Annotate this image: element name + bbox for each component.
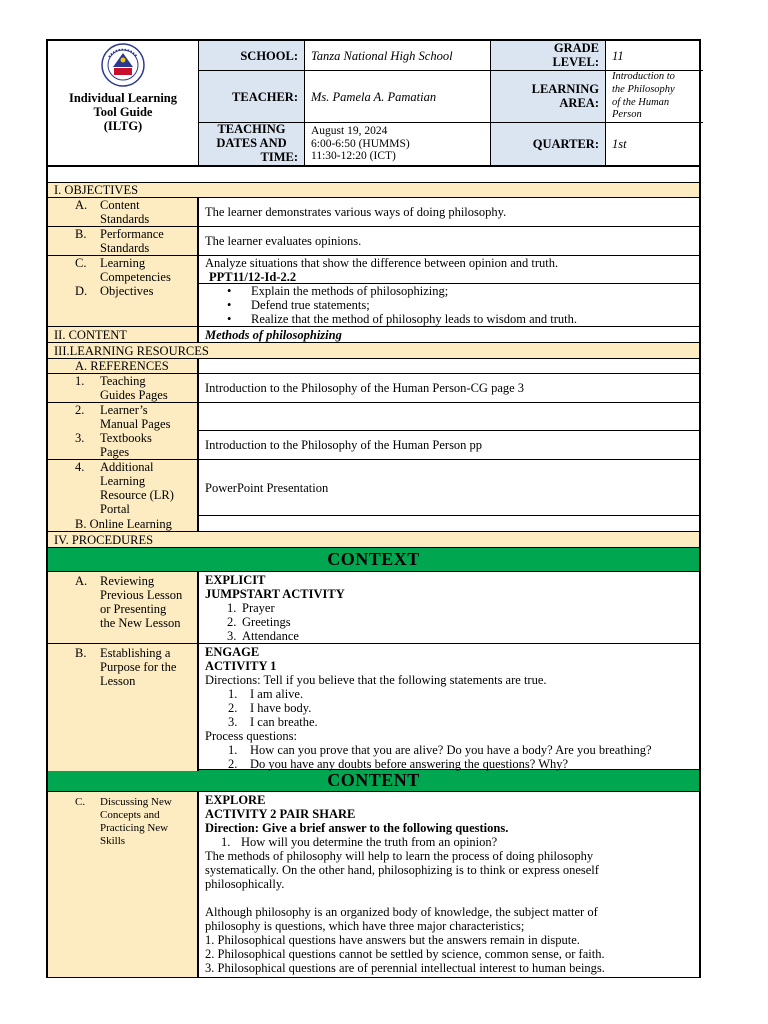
dates-label: TEACHING DATES AND TIME: (199, 123, 304, 165)
list-item: 2. Do you have any doubts before answering the questions? Why? (228, 757, 569, 771)
area-value: Introduction to the Philosophy of the Human Person (606, 71, 703, 123)
purpose-row (48, 644, 699, 770)
lr-portal-text: PowerPoint Presentation (205, 481, 329, 495)
list-item: 1. How can you prove that you are alive? Do you have a body? Are you breathing? (228, 743, 652, 757)
references-row (48, 359, 699, 374)
content-standards-row (48, 198, 699, 227)
references-heading: A. REFERENCES (48, 359, 199, 373)
teacher-label: TEACHER: (199, 71, 304, 123)
lr-portal-row (48, 460, 699, 516)
deped-seal-icon (101, 43, 145, 87)
value-column-1 (305, 41, 491, 165)
value-column-2 (606, 41, 703, 165)
lesson-body-table (46, 167, 701, 978)
grade-value: 11 (606, 41, 703, 71)
list-item: 2. Greetings (227, 615, 291, 629)
dates-value: August 19, 2024 6:00-6:50 (HUMMS) 11:30-12:20 (ICT) (311, 125, 410, 163)
performance-standards-row (48, 227, 699, 256)
list-item: 1. Prayer (227, 601, 275, 615)
resources-heading: III.LEARNING RESOURCES (48, 343, 699, 359)
textbook-pages-label: 3. Textbooks Pages (48, 431, 199, 459)
content-standards-text: The learner demonstrates various ways of doing philosophy. (205, 205, 507, 219)
online-learning-row (48, 516, 699, 532)
discuss-content: EXPLORE ACTIVITY 2 PAIR SHARE Direction: Give a brief answer to the following questions. 1. How will you determine the truth from an opinion? The methods of philosophy will help to learn the process of doing philosophy systematically. On the other hand, philosophizing is to think or express oneself philosophically. Although philosophy is an organized body of knowledge, the subject matter of philosophy is questions, which have three major characteristics; 1. Philosophical questions have answers but the answers remain in dispute. 2. Philosophical questions cannot be settled by science, common sense, or faith. 3. Philosophical questions are of perennial intellectual interest to human beings. (199, 792, 699, 977)
quarter-label: QUARTER: (491, 123, 605, 165)
purpose-label: B. Establishing a Purpose for the Lesson (48, 644, 199, 771)
paragraph-1: The methods of philosophy will help to learn the process of doing philosophy systematically. On the other hand, philosophizing is to think or express oneself philosophically. (205, 849, 599, 891)
procedures-heading: IV. PROCEDURES (48, 532, 699, 548)
school-label: SCHOOL: (199, 41, 304, 71)
content-row (48, 327, 699, 343)
lesson-plan-document (46, 39, 701, 978)
grade-label: GRADE LEVEL: (491, 41, 605, 71)
tg-pages-text: Introduction to the Philosophy of the Human Person-CG page 3 (205, 381, 525, 395)
objective-item: • Realize that the method of philosophy leads to wisdom and truth. (227, 312, 577, 326)
content-standards-label: A. Content Standards (48, 198, 199, 226)
lm-pages-row (48, 403, 699, 431)
label-column-1 (199, 41, 305, 165)
textbook-pages-text: Introduction to the Philosophy of the Human Person pp (205, 438, 483, 452)
objective-item: • Explain the methods of philosophizing; (227, 284, 449, 298)
review-row (48, 572, 699, 644)
list-item: 3. Philosophical questions are of perennial intellectual interest to human beings. (205, 961, 605, 975)
competencies-label: C. Learning Competencies (48, 256, 199, 284)
competencies-row (48, 256, 699, 284)
label-column-2 (491, 41, 606, 165)
list-item: 1. Philosophical questions have answers but the answers remain in dispute. (205, 933, 580, 947)
teacher-value: Ms. Pamela A. Pamatian (305, 71, 490, 123)
content-band: CONTENT (48, 770, 699, 792)
tg-pages-row (48, 374, 699, 403)
objective-item: • Defend true statements; (227, 298, 370, 312)
lm-pages-text (199, 403, 699, 431)
online-learning-label: B. Online Learning (48, 516, 199, 531)
quarter-value: 1st (612, 137, 627, 151)
area-label: LEARNING AREA: (491, 71, 605, 123)
list-item: 3. I can breathe. (228, 715, 318, 729)
list-item: 3. Attendance (227, 629, 299, 643)
performance-standards-text: The learner evaluates opinions. (205, 234, 362, 248)
competency-code: PPT11/12-Id-2.2 (209, 270, 297, 284)
objectives-row (48, 284, 699, 327)
spacer-row (48, 167, 699, 183)
discuss-row (48, 792, 699, 978)
tg-pages-label: 1. Teaching Guides Pages (48, 374, 199, 402)
characteristics-list (205, 933, 693, 975)
competencies-text: Analyze situations that show the difference between opinion and truth. PPT11/12-Id-2.2 (199, 256, 699, 284)
header-table (46, 39, 701, 167)
list-item: 2. Philosophical questions cannot be settled by science, common sense, or faith. (205, 947, 605, 961)
lr-portal-label: 4. Additional Learning Resource (LR) Portal (48, 460, 199, 516)
textbook-pages-row (48, 431, 699, 460)
objectives-heading: I. OBJECTIVES (48, 183, 699, 198)
review-content: EXPLICIT JUMPSTART ACTIVITY 1. Prayer 2. Greetings 3. Attendance (199, 572, 699, 643)
school-value: Tanza National High School (305, 41, 490, 71)
content-heading: II. CONTENT (48, 327, 199, 342)
discuss-label: C. Discussing New Concepts and Practicing New Skills (48, 792, 199, 977)
objectives-list (199, 284, 699, 326)
list-item: 2. I have body. (228, 701, 312, 715)
paragraph-2: Although philosophy is an organized body of knowledge, the subject matter of philosophy is questions, which have three major characteristics; (205, 905, 598, 933)
iltg-title: Individual Learning Tool Guide (ILTG) (68, 91, 178, 133)
performance-standards-label: B. Performance Standards (48, 227, 199, 255)
purpose-content: ENGAGE ACTIVITY 1 Directions: Tell if you believe that the following statements are true. 1. I am alive. 2. I have body. 3. I can breathe. Process questions: 1. How can you prove that you are alive? Do you have a body? Are you breathing? 2. Do you have any doubts before answering the questions? Why? (199, 644, 699, 771)
review-label: A. Reviewing Previous Lesson or Presenting the New Lesson (48, 572, 199, 643)
list-item: 1. I am alive. (228, 687, 304, 701)
objectives-label: D. Objectives (48, 284, 199, 326)
context-band: CONTEXT (48, 548, 699, 572)
header-logo-cell (48, 41, 199, 165)
list-item: 1. How will you determine the truth from an opinion? (221, 835, 498, 849)
lm-pages-label: 2. Learner’s Manual Pages (48, 403, 199, 431)
content-value: Methods of philosophizing (205, 327, 342, 342)
